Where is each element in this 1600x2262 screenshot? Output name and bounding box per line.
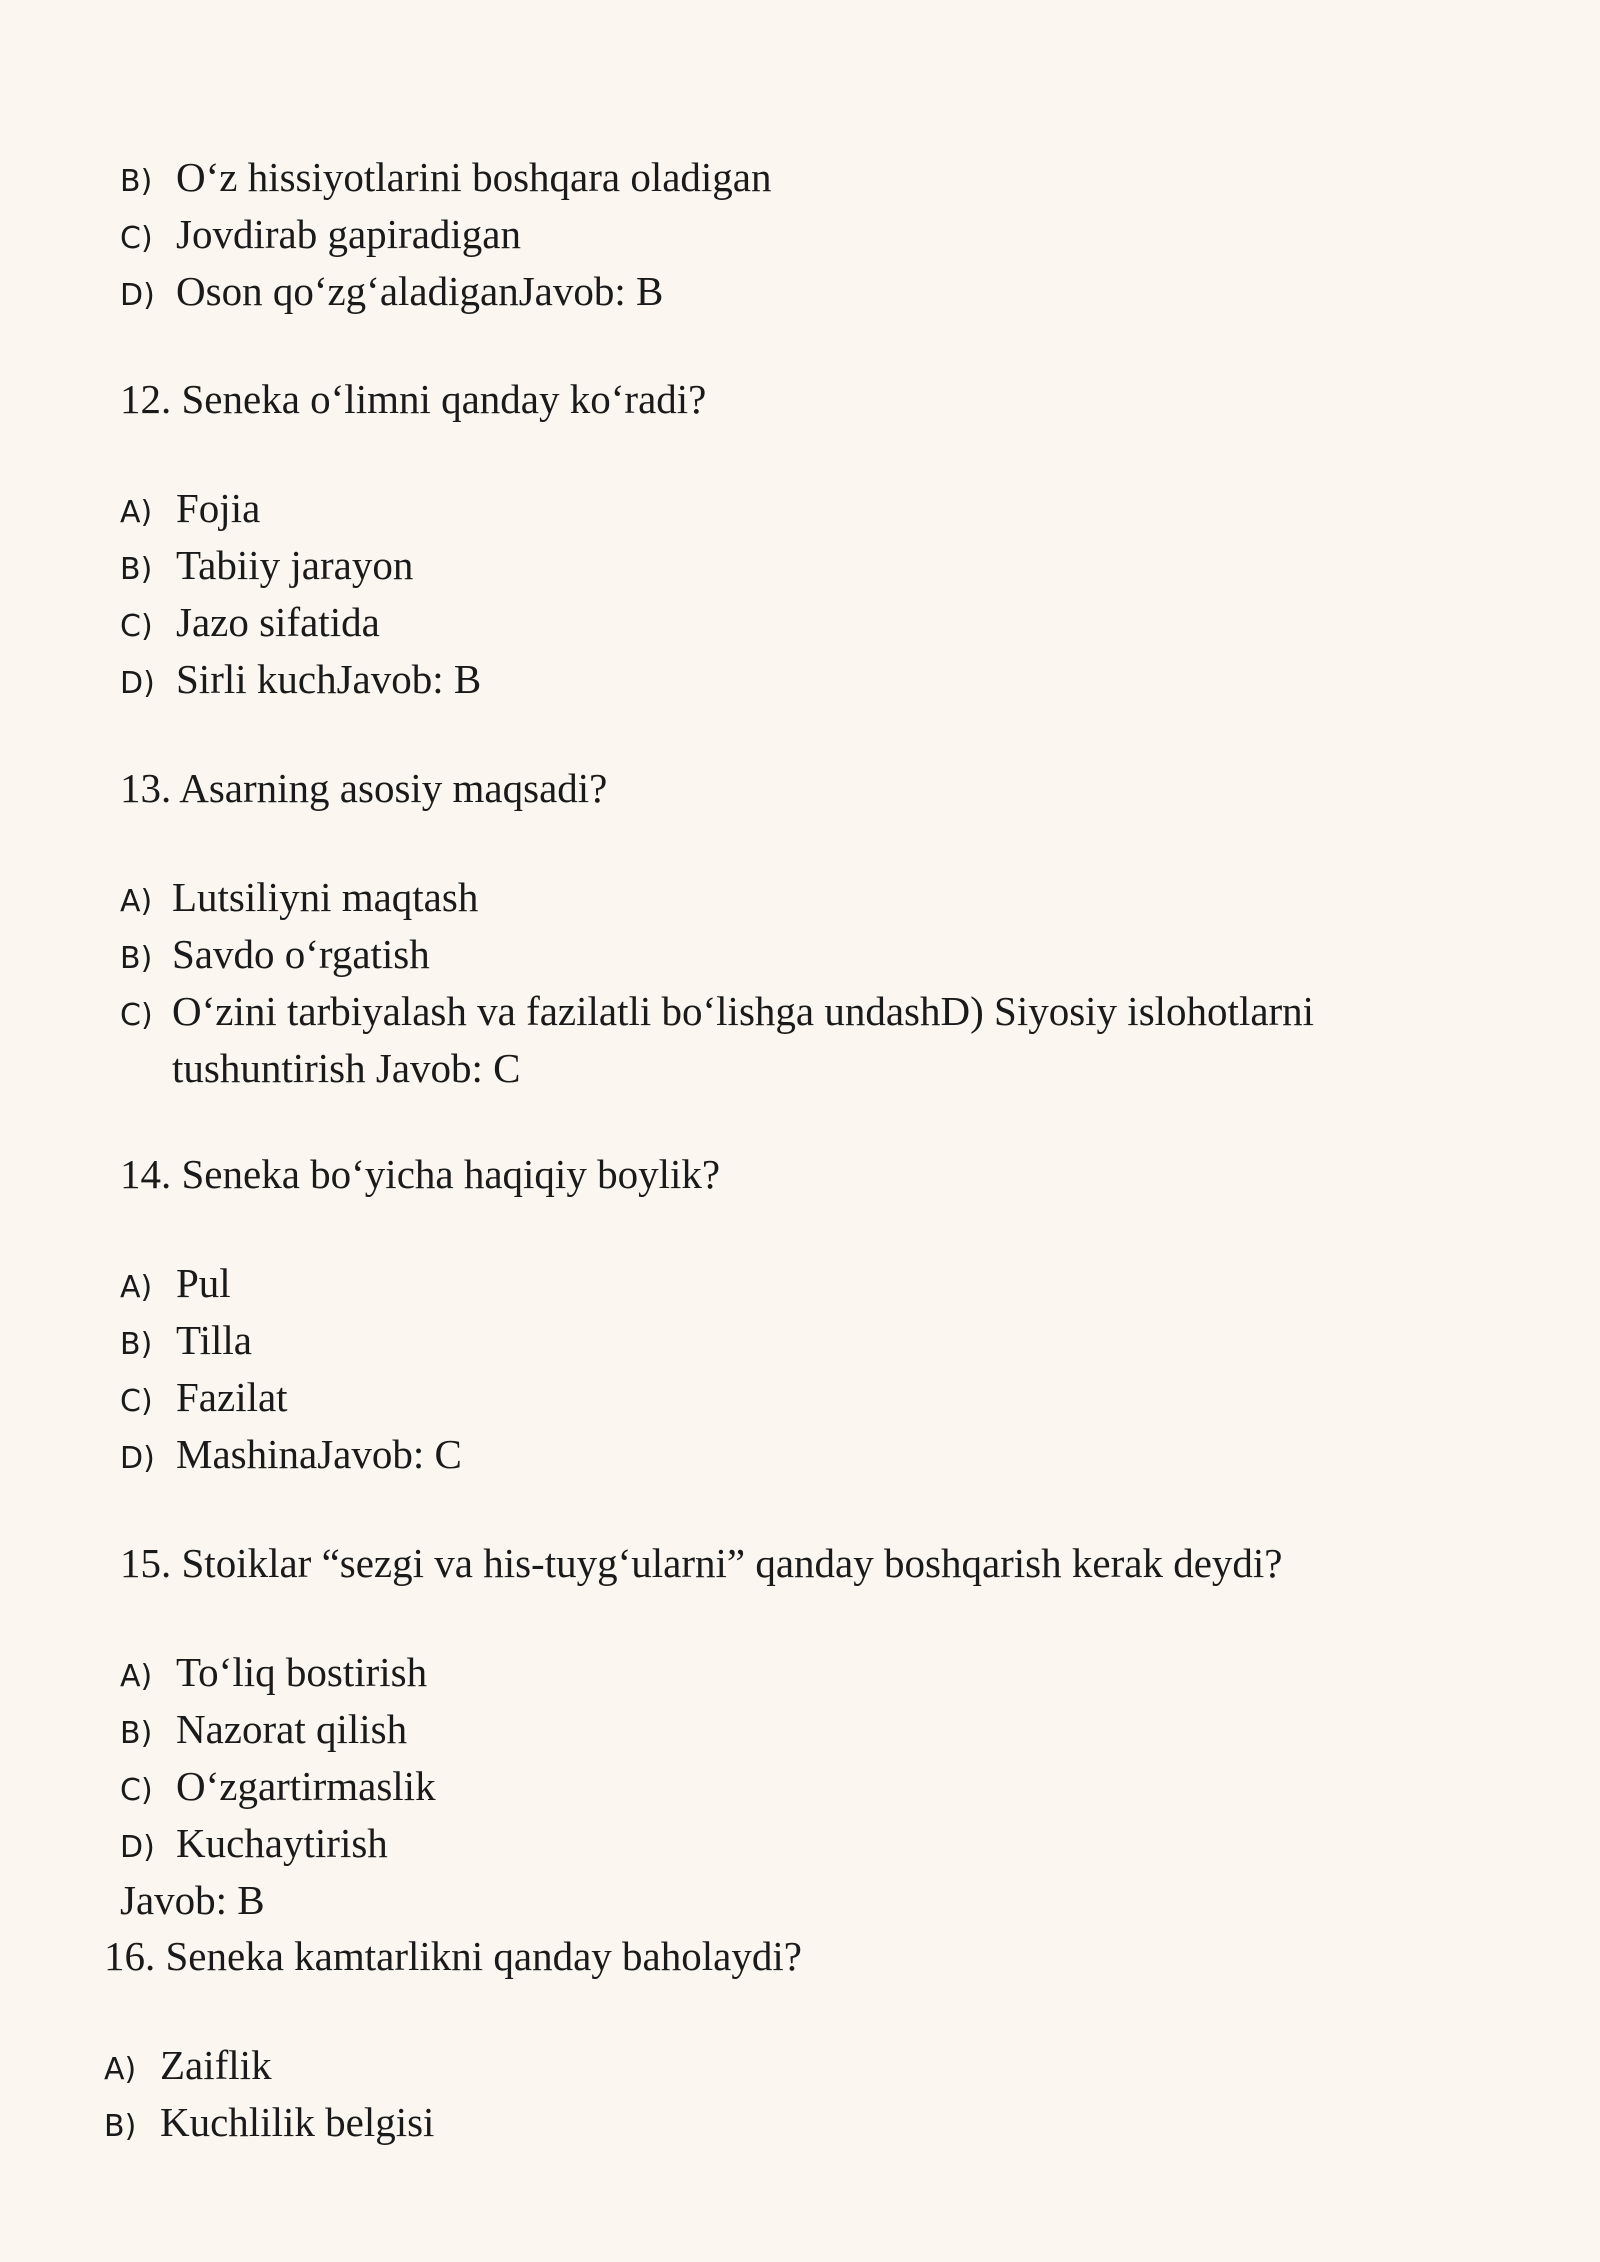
q15-option-c <box>120 1762 436 1815</box>
option-text: Tabiiy jarayon <box>176 542 414 588</box>
question-14: 14. Seneka bo‘yicha haqiqiy boylik? <box>120 1151 721 1197</box>
q15-answer: Javob: B <box>120 1877 265 1923</box>
option-letter: C) <box>120 609 153 644</box>
q15-option-d <box>120 1819 388 1872</box>
option-letter: B) <box>104 2109 137 2144</box>
option-text: Sirli kuchJavob: B <box>176 656 482 702</box>
q13-option-b <box>120 930 430 983</box>
option-text: Fojia <box>176 485 261 531</box>
option-letter: A) <box>120 495 153 530</box>
option-text: Nazorat qilish <box>176 1706 408 1752</box>
option-letter: C) <box>120 221 153 256</box>
q12-option-a <box>120 484 260 537</box>
option-letter: C) <box>120 1773 153 1808</box>
option-letter: D) <box>120 1830 155 1865</box>
option-letter: C) <box>120 1384 153 1419</box>
option-letter: B) <box>120 164 153 199</box>
option-text: MashinaJavob: C <box>176 1431 462 1477</box>
option-letter: A) <box>104 2052 137 2087</box>
option-text: Lutsiliyni maqtash <box>172 874 479 920</box>
option-text: O‘zgartirmaslik <box>176 1763 436 1809</box>
q14-option-a <box>120 1259 231 1312</box>
option-text: Oson qo‘zg‘aladiganJavob: B <box>176 268 664 314</box>
q13-option-continuation: tushuntirish Javob: C <box>172 1045 521 1091</box>
q12-option-c <box>120 598 380 651</box>
option-text: Fazilat <box>176 1374 288 1420</box>
q16-option-b <box>104 2098 434 2151</box>
option-text: Kuchlilik belgisi <box>160 2099 435 2145</box>
option-letter: C) <box>120 998 153 1033</box>
q15-option-b <box>120 1705 407 1758</box>
option-text: O‘zini tarbiyalash va fazilatli bo‘lishga undashD) Siyosiy islohotlarni <box>172 988 1315 1034</box>
option-letter: D) <box>120 278 155 313</box>
option-letter: B) <box>120 1327 153 1362</box>
option-text: Jovdirab gapiradigan <box>176 211 521 257</box>
option-text: O‘z hissiyotlarini boshqara oladigan <box>176 154 772 200</box>
question-12: 12. Seneka o‘limni qanday ko‘radi? <box>120 376 707 422</box>
q12-option-b <box>120 541 413 594</box>
option-letter: A) <box>120 1270 153 1305</box>
q14-option-c <box>120 1373 288 1426</box>
option-letter: D) <box>120 666 155 701</box>
option-text: To‘liq bostirish <box>176 1649 428 1695</box>
option-letter: B) <box>120 552 153 587</box>
q12-option-d <box>120 655 481 708</box>
option-text: Zaiflik <box>160 2042 272 2088</box>
option-letter: D) <box>120 1441 155 1476</box>
q15-option-a <box>120 1648 427 1701</box>
q13-option-c <box>120 987 1314 1040</box>
option-letter: A) <box>120 1659 153 1694</box>
option-text: Tilla <box>176 1317 252 1363</box>
question-13: 13. Asarning asosiy maqsadi? <box>120 765 608 811</box>
q11-option-b <box>120 153 772 206</box>
option-text: Pul <box>176 1260 231 1306</box>
option-text: Jazo sifatida <box>176 599 380 645</box>
q14-option-b <box>120 1316 252 1369</box>
question-16: 16. Seneka kamtarlikni qanday baholaydi? <box>104 1933 802 1979</box>
option-letter: A) <box>120 884 153 919</box>
q13-option-a <box>120 873 478 926</box>
option-text: Savdo o‘rgatish <box>172 931 430 977</box>
question-15: 15. Stoiklar “sezgi va his-tuyg‘ularni” qanday boshqarish kerak deydi? <box>120 1540 1283 1586</box>
q11-option-d <box>120 267 663 320</box>
option-text: Kuchaytirish <box>176 1820 388 1866</box>
option-letter: B) <box>120 1716 153 1751</box>
q16-option-a <box>104 2041 272 2094</box>
q14-option-d <box>120 1430 462 1483</box>
q11-option-c <box>120 210 521 263</box>
option-letter: B) <box>120 941 153 976</box>
